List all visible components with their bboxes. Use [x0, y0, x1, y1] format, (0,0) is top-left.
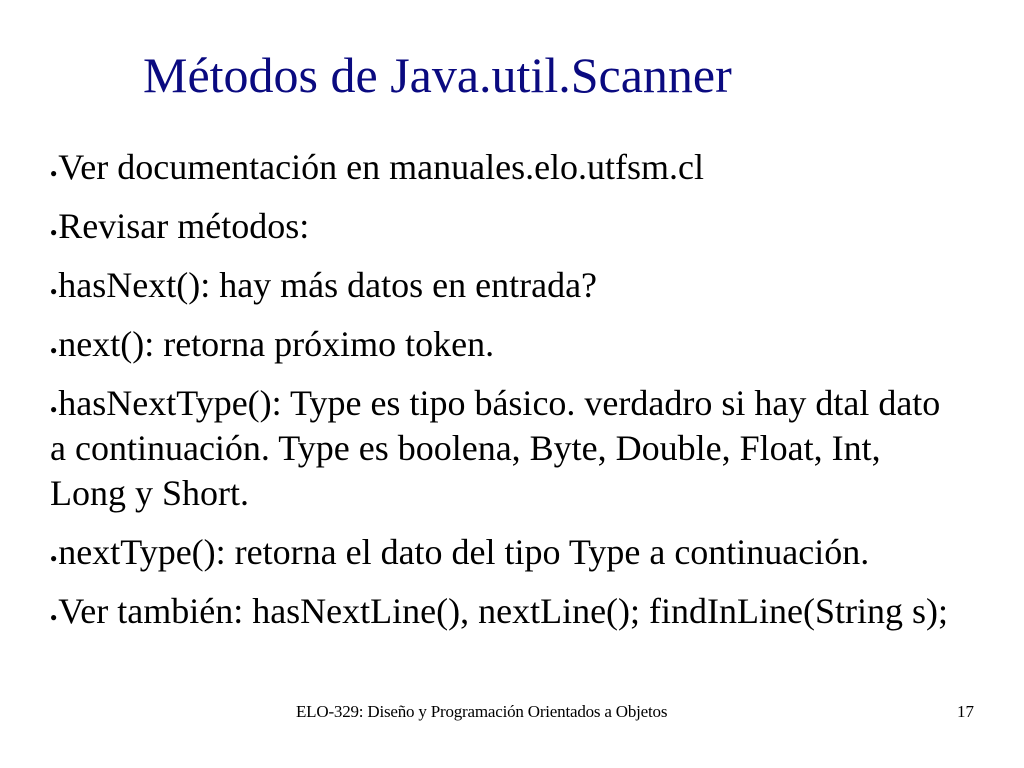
bullet-icon: ●	[50, 610, 58, 624]
bullet-icon: ●	[50, 343, 58, 357]
bullet-text: Ver también: hasNextLine(), nextLine(); findInLine(String s);	[58, 591, 948, 631]
bullet-text: next(): retorna próximo token.	[58, 324, 495, 364]
bullet-item	[50, 263, 950, 308]
bullet-icon: ●	[50, 225, 58, 239]
bullet-item	[50, 381, 950, 516]
bullet-text: Ver documentación en manuales.elo.utfsm.cl	[58, 147, 705, 187]
bullet-icon: ●	[50, 166, 58, 180]
bullet-item	[50, 530, 950, 575]
bullet-text: hasNextType(): Type es tipo básico. verdadro si hay dtal dato a continuación. Type es boolena, Byte, Double, Float, Int, Long y Short.	[50, 383, 941, 513]
bullet-item	[50, 322, 950, 367]
bullet-text: hasNext(): hay más datos en entrada?	[58, 265, 598, 305]
bullet-icon: ●	[50, 402, 58, 416]
slide-title: Métodos de Java.util.Scanner	[143, 47, 732, 103]
bullet-icon: ●	[50, 284, 58, 298]
bullet-text: Revisar métodos:	[58, 206, 310, 246]
slide-footer: ELO-329: Diseño y Programación Orientados a Objetos	[296, 702, 668, 721]
bullet-icon: ●	[50, 551, 58, 565]
bullet-text: nextType(): retorna el dato del tipo Type a continuación.	[58, 532, 870, 572]
bullet-list	[50, 145, 950, 648]
bullet-item	[50, 589, 950, 634]
bullet-item	[50, 145, 950, 190]
bullet-item	[50, 204, 950, 249]
page-number: 17	[957, 702, 974, 721]
